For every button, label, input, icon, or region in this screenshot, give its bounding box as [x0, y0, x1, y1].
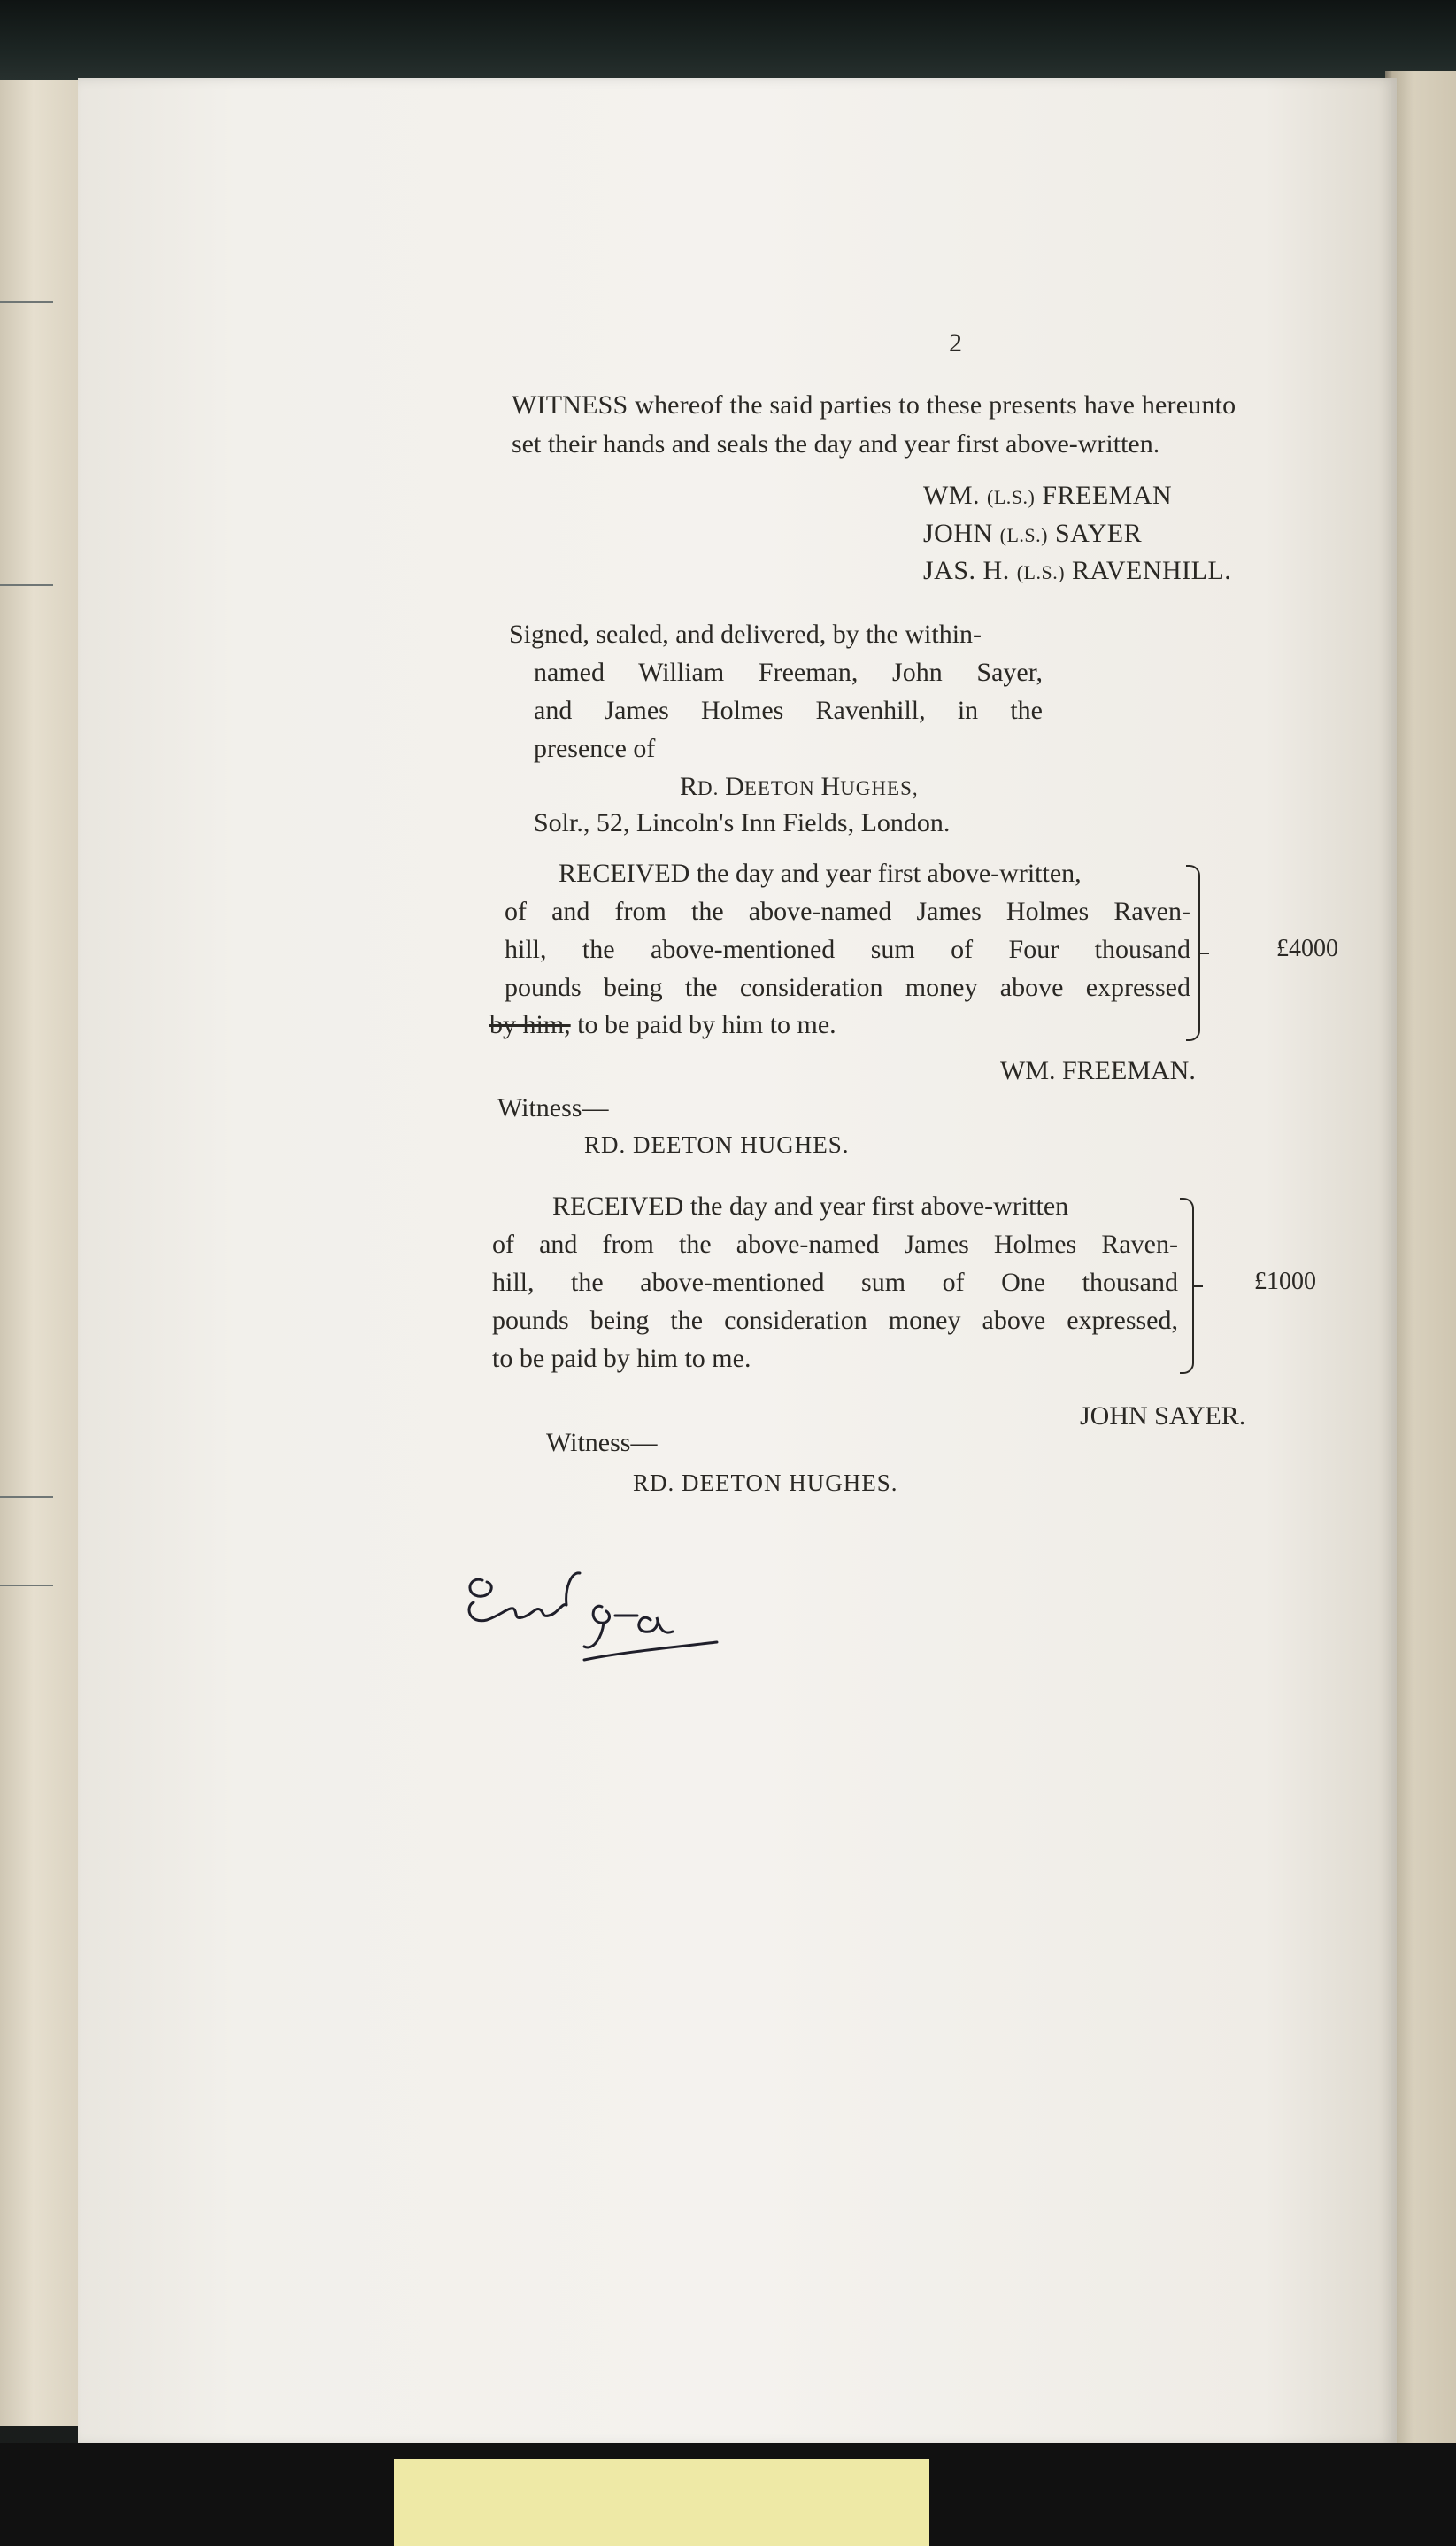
signatory-name-last: FREEMAN: [1042, 481, 1173, 510]
receipt-1-amount: £4000: [1276, 935, 1338, 962]
signatory-freeman: [923, 482, 1172, 509]
signatory-ravenhill: [923, 558, 1231, 584]
witness-clause-line-2: set their hands and seals the day and year first above-written.: [512, 429, 1160, 459]
receipt-1-signature: WM. FREEMAN.: [1000, 1056, 1196, 1085]
receipt-2-line-3: hill, the above-mentioned sum of One thousand: [492, 1268, 1178, 1297]
struck-out-text: by him,: [489, 1010, 571, 1039]
receipt-2-signature: JOHN SAYER.: [1080, 1401, 1246, 1431]
receipt-1-brace: [1186, 865, 1200, 1041]
receipt-2-amount: £1000: [1254, 1268, 1316, 1295]
receipt-2-brace: [1180, 1198, 1194, 1374]
seal-mark: (L.S.): [987, 486, 1036, 508]
receipt-1-line-1: RECEIVED the day and year first above-written,: [559, 859, 1082, 888]
attestation-line-4: presence of: [534, 734, 656, 763]
receipt-1-line-2: of and from the above-named James Holmes Raven-: [505, 897, 1190, 926]
receipt-2-line-5: to be paid by him to me.: [492, 1344, 751, 1373]
receipt-1-witness-name: RD. DEETON HUGHES.: [584, 1131, 850, 1158]
witness-clause-line-1: WITNESS whereof the said parties to these presents have hereunto: [512, 390, 1236, 420]
signatory-name-first: WM.: [923, 481, 980, 510]
book-binding-top: [0, 0, 1456, 89]
seal-mark: (L.S.): [1016, 561, 1066, 583]
receipt-2-line-1: RECEIVED the day and year first above-written: [552, 1192, 1069, 1221]
receipt-1-witness-label: Witness—: [497, 1093, 609, 1123]
receipt-1-line-3: hill, the above-mentioned sum of Four thousand: [505, 935, 1190, 964]
attestation-witness-address: Solr., 52, Lincoln's Inn Fields, London.: [534, 808, 951, 837]
signatory-name-first: JOHN: [923, 519, 993, 548]
handwritten-examined-note: [460, 1554, 726, 1678]
receipt-2-witness-label: Witness—: [546, 1428, 658, 1457]
page-number: 2: [949, 328, 962, 358]
attestation-witness-name: RD. DEETON HUGHES,: [680, 772, 919, 801]
signatory-sayer: [923, 521, 1142, 547]
seal-mark: (L.S.): [999, 524, 1048, 546]
attestation-line-2: named William Freeman, John Sayer,: [534, 658, 1043, 687]
yellow-paper-tab: [394, 2459, 929, 2546]
receipt-2-witness-name: RD. DEETON HUGHES.: [633, 1470, 898, 1496]
signatory-name-last: RAVENHILL.: [1072, 556, 1232, 585]
signatory-name-first: JAS. H.: [923, 556, 1010, 585]
signatory-name-last: SAYER: [1055, 519, 1143, 548]
receipt-2-line-2: of and from the above-named James Holmes Raven-: [492, 1230, 1178, 1259]
attestation-line-3: and James Holmes Ravenhill, in the: [534, 696, 1043, 725]
attestation-line-1: Signed, sealed, and delivered, by the within-: [509, 620, 982, 649]
receipt-1-line-4: pounds being the consideration money above expressed: [505, 973, 1190, 1002]
receipt-1-line-5: by him, to be paid by him to me.: [489, 1010, 836, 1039]
previous-page-edge: [0, 80, 86, 2426]
receipt-2-line-4: pounds being the consideration money above expressed,: [492, 1306, 1178, 1335]
